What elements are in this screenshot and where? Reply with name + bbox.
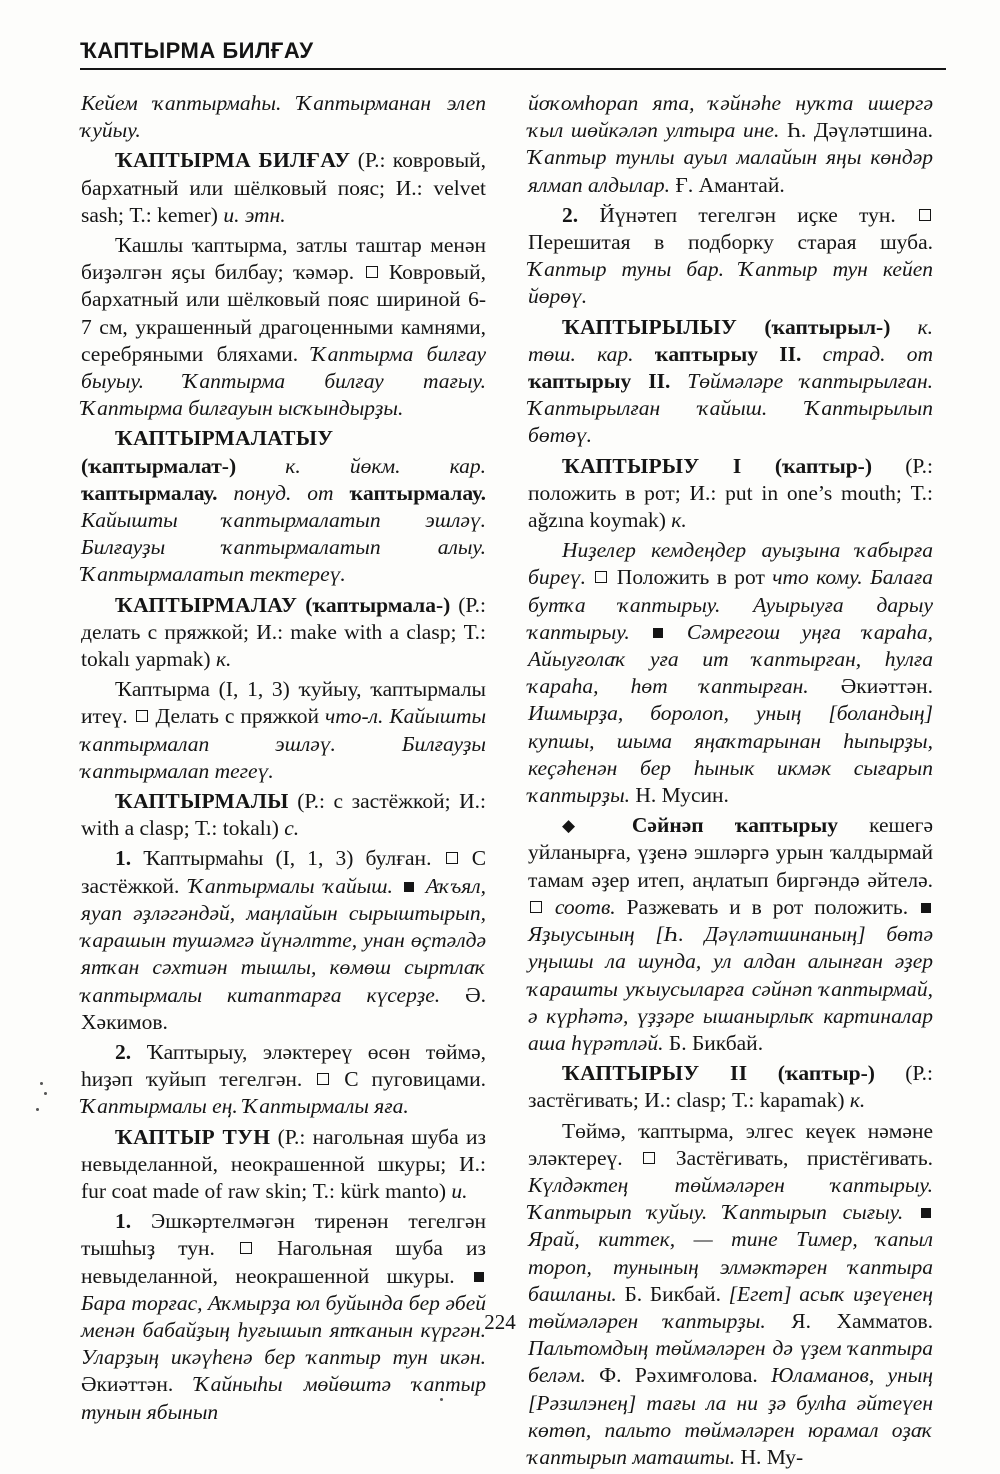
running-head: ҠАПТЫРМА БИЛҒАУ <box>80 38 314 63</box>
headword: ҠАПТЫРЫЛЫУ <box>562 314 738 339</box>
grammar-label: к. <box>849 1088 866 1113</box>
entry-kaptyryu-2 <box>528 1060 933 1114</box>
citation-author: Н. Мусин. <box>635 783 729 808</box>
russian-gloss: С застёжкой. <box>81 846 487 898</box>
citation-author: Б. Бикбай. <box>624 1281 721 1306</box>
sense-number: 1. <box>115 1209 132 1234</box>
example-text: Кайышты ҡаптырмалап эшләү. Билғауҙы ҡаптырмалап тегеү. <box>81 704 487 783</box>
headword: ҠАПТЫРЫУ I <box>562 453 742 478</box>
filled-square-icon <box>653 628 663 638</box>
russian-gloss: Перешитая в подборку старая шуба. <box>528 230 933 255</box>
grammar-label: к. төш. кар. <box>528 314 933 366</box>
definition-text: Йүнәтеп тегелгән иҫке тун. <box>599 202 896 227</box>
stem: (ҡаптыр-) <box>774 453 873 478</box>
example-text: Күлдәктең төймәләрен ҡаптырыу. Ҡаптырып ҡуйыу. Ҡаптырып сығыу. <box>528 1172 933 1225</box>
citation-author: Әкиәттән. <box>81 1372 174 1397</box>
russian-gloss: Нагольная шуба из невыделанной, неокрашенной шкуры. <box>81 1236 487 1288</box>
entry-kaptyrylyu <box>528 314 933 450</box>
example-text: Ҡаптырмалы ең. Ҡаптырмалы яға. <box>81 1094 409 1119</box>
hollow-square-icon <box>643 1152 655 1164</box>
citation-author: Я. Хамматов. <box>791 1308 933 1333</box>
definition-text: Ниҙелер кемдеңдер ауыҙына ҡабырға биреү. <box>528 538 933 590</box>
scan-speck <box>40 1082 43 1085</box>
entry-kaptyr-tun <box>81 1124 486 1206</box>
russian-gloss: Делать с пряжкой <box>155 704 319 729</box>
citation-text: Ишмырҙа, боролоп, уның [боландың] купшы, шыма яңаҡтарынан һыпырҙы, кеҫәһенән бер һынык икмәк сығарып ҡаптырҙы. <box>528 701 933 808</box>
definition <box>528 537 933 809</box>
grammar-label: и. <box>451 1178 468 1203</box>
headword: ҠАПТЫРМАЛЫ <box>115 789 289 814</box>
hollow-square-icon <box>530 901 542 913</box>
example-text: Ҡаптырма билғау быуыу. Ҡаптырма билғау тағыу. Ҡаптырма билғауын ысҡындырҙы. <box>81 341 487 421</box>
headword: ҠАПТЫРМАЛАУ <box>115 592 298 617</box>
translations: (Р.: с застёжкой; И.: with a clasp; Т.: tokalı) <box>81 789 486 841</box>
citation-author: Һ. Дәүләтшина. <box>786 118 933 143</box>
citation-text: Аҡъял, яуап әҙләгәндәй, маңлайын сырыштырып, ҡарашын тушәмгә йүнәлтте, унан өҫтәлдә ятҡан сәхтиән тышлы, көмөш сыртлаҡ ҡаптырмалы китаптарға күсерҙе. <box>81 873 487 1007</box>
example-text: Ҡаптыр туны бар. Ҡаптыр тун кейеп йөрөү. <box>528 257 933 309</box>
cross-reference: ҡаптырыу II. <box>528 369 671 394</box>
translations: (Р.: положить в рот; И.: put in one’s mouth; Т.: ağzına koymak) <box>528 453 934 533</box>
filled-square-icon <box>921 1208 931 1218</box>
filled-square-icon <box>404 882 414 892</box>
grammar-label: что-л. <box>324 704 384 729</box>
phrase-headword: Сәйнәп ҡаптырыу <box>631 813 838 838</box>
scan-speck <box>440 1398 443 1401</box>
example-text: Төймәләре ҡаптырылған. Ҡаптырылған ҡайыш. Ҡаптырылып бөтөү. <box>528 369 933 448</box>
translations: (Р.: делать с пряжкой; И.: make with a clasp; Т.: tokalı yapmak) <box>81 592 487 672</box>
sense-2 <box>81 1039 486 1121</box>
stem: (ҡаптырыл-) <box>764 314 891 339</box>
translations: (Р.: ковровый, бархатный или шёлковый пояс; И.: velvet sash; Т.: kemer) <box>81 148 487 227</box>
phrase-block <box>528 812 933 1057</box>
translations: (Р.: застёгивать; И.: clasp; Т.: kapamak) <box>528 1061 934 1113</box>
headword: ҠАПТЫРЫУ II <box>562 1061 748 1086</box>
citation-author: Ә. Хәкимов. <box>81 982 487 1034</box>
example-text: Ҡаптырмалы ҡайыш. <box>188 873 393 898</box>
stem: (ҡаптырмала-) <box>305 592 451 617</box>
header-rule <box>80 68 946 70</box>
hollow-square-icon <box>595 571 607 583</box>
russian-gloss: Застёгивать, пристёгивать. <box>675 1145 934 1170</box>
citation-text: [Егет] асыҡ иҙеүенең төймәләрен ҡаптырҙы. <box>528 1281 933 1333</box>
filled-square-icon <box>921 903 931 913</box>
citation-text: йоҡомһорап ята, ҡәйнәһе нуҡта ишергә ҡыл шөйкәләп ултыра ине. <box>528 91 933 143</box>
headword: ҠАПТЫРМА БИЛҒАУ <box>115 148 351 173</box>
grammar-label: понуд. от <box>233 480 334 505</box>
hollow-square-icon <box>136 710 148 722</box>
citation-text: Ярай, киттек, — тине Тимер, ҡапыл тороп, тунының элмәктәрен ҡаптыра башланы. <box>528 1227 933 1306</box>
entry-kaptyrma-bilgau <box>81 147 486 229</box>
cross-reference: ҡаптырыу II. <box>654 341 802 366</box>
definition-text: Ҡашлы ҡаптырма, затлы таштар менән биҙәлгән яҫы билбау; ҡәмәр. <box>81 233 486 285</box>
citation-text: Бара торғас, Аҡмырҙа юл буйында бер әбей менән бабайҙың һуғышып ятҡанын күргән. Уларҙың икәүһенә бер ҡаптыр тун икән. <box>81 1290 486 1370</box>
hollow-square-icon <box>240 1242 252 1254</box>
entry-kaptyrmalau <box>81 592 486 674</box>
definition <box>528 1118 933 1472</box>
scan-speck <box>44 1092 47 1095</box>
citation-author: Әкиәттән. <box>840 674 934 699</box>
citation-text: Сәмрегош уңға ҡараһа, Айыуғолаҡ уға ит ҡаптырған, һулға ҡараһа, һөт ҡаптырған. <box>528 619 934 699</box>
sense-number: 2. <box>115 1039 132 1064</box>
sense-2 <box>528 202 933 311</box>
hollow-square-icon <box>446 852 458 864</box>
grammar-label: к. йөкм. кар. <box>285 453 487 478</box>
headword: ҠАПТЫР ТУН <box>115 1124 271 1149</box>
grammar-label: к. <box>671 508 687 533</box>
example-text: Кейем ҡаптырмаһы. Ҡаптырманан элеп ҡуйыу. <box>81 91 486 143</box>
definition-text: Төймә, ҡаптырма, элгес кеүек нәмәне эләктереү. <box>528 1118 933 1170</box>
citation-text: Яҙыусының [Һ. Дәүләтшинаның] бөтә уңышы ла шунда, ул алдан алынған әҙер ҡарашты уҡыусыларға сәйнәп ҡаптырмай, ә күрһәтә, үҙҙәре ышанырлыҡ картиналар аша һүрәтләй. <box>528 922 933 1055</box>
diamond-icon: ◆ <box>562 816 601 836</box>
sense-number: 1. <box>115 846 132 871</box>
headword: ҠАПТЫРМАЛАТЫУ <box>115 426 334 451</box>
example-text: Кайышты ҡаптырмалатып эшләү. Билғауҙы ҡаптырмалатып алыу. Ҡаптырмалатып тектереү. <box>81 508 486 587</box>
definition-text: кешегә уйланырға, үҙенә эшләргә урын ҡалдырмай тамам әҙер итеп, аңлатып биргәндә әйтелә. <box>528 813 934 892</box>
citation-author: Н. Му- <box>740 1444 804 1469</box>
grammar-label: и. этн. <box>223 202 286 227</box>
citation-author: Ф. Рәхимғолова. <box>599 1363 758 1388</box>
entry-continuation <box>528 90 933 199</box>
translations: (Р.: нагольная шуба из невыделанной, неокрашенной шкуры; И.: fur coat made of raw skin; Т.: kürk manto) <box>81 1124 486 1203</box>
citation-author: Ғ. Амантай. <box>675 172 785 197</box>
cross-reference: ҡаптырмалау. <box>349 480 486 505</box>
sense-number: 2. <box>562 202 579 227</box>
grammar-label: соотв. <box>554 894 616 919</box>
definition-text: Ҡаптырмаһы (I, 1, 3) булған. <box>143 846 432 871</box>
russian-gloss: Положить в рот <box>616 565 765 590</box>
hollow-square-icon <box>317 1073 329 1085</box>
definition-text: Эшкәртелмәгән тиренән тегелгән тышһыҙ тун. <box>81 1209 486 1261</box>
definition <box>81 676 486 785</box>
citation-text: Ҡаптыр тунлы ауыл малайын яңы көндәр ялмап алдылар. <box>528 145 933 197</box>
right-column <box>528 90 933 1474</box>
left-column <box>81 90 486 1429</box>
definition <box>81 232 486 422</box>
grammar-label: страд. от <box>822 341 933 366</box>
entry-kaptyryu-1 <box>528 453 933 535</box>
entry-continuation <box>81 90 486 144</box>
russian-gloss: Ковровый, бархатный или шёлковый пояс шириной 6-7 см, украшенный драгоценными камнями, серебряными бляхами. <box>81 260 487 366</box>
entry-kaptyrmalatyu <box>81 425 486 588</box>
grammar-label: с. <box>284 816 300 841</box>
entry-kaptyrmaly <box>81 788 486 842</box>
filled-square-icon <box>474 1272 484 1282</box>
grammar-label: что кому. <box>772 565 863 590</box>
citation-text: Юламанов, уның [Рәзилэнең] тағы ла ни ҙә булһа әйтеүен көтөп, пальто төймәләрен юрамал оҙаҡ ҡаптырып маташты. <box>528 1363 933 1469</box>
example-text: Балаға бутҡа ҡаптырыу. Ауырыуға дарыу ҡаптырыу. <box>528 565 934 644</box>
cross-reference: ҡаптырмалау. <box>81 480 218 505</box>
grammar-label: к. <box>215 647 232 672</box>
page-number: 224 <box>484 1310 516 1334</box>
stem: (ҡаптыр-) <box>777 1061 875 1086</box>
scan-speck <box>36 1108 39 1111</box>
citation-text: Пальтомдың төймәләрен дә үҙем ҡаптыра беләм. <box>528 1336 933 1388</box>
sense-1 <box>81 845 486 1035</box>
definition-text: Ҡаптырыу, эләктереү өсөн төймә, һиҙәп ҡуйып тегелгән. <box>81 1039 486 1092</box>
definition-text: Ҡаптырма (I, 1, 3) ҡуйыу, ҡаптырмалы итеү. <box>81 677 486 729</box>
russian-gloss: Разжевать и в рот положить. <box>626 894 909 919</box>
hollow-square-icon <box>366 266 378 278</box>
citation-author: Б. Бикбай. <box>668 1030 764 1055</box>
citation-text: Ҡайныһы мөйөштә ҡаптыр тунын ябынып <box>81 1372 486 1424</box>
stem: (ҡаптырмалат-) <box>81 453 237 478</box>
hollow-square-icon <box>919 209 931 221</box>
russian-gloss: С пуговицами. <box>344 1067 486 1092</box>
